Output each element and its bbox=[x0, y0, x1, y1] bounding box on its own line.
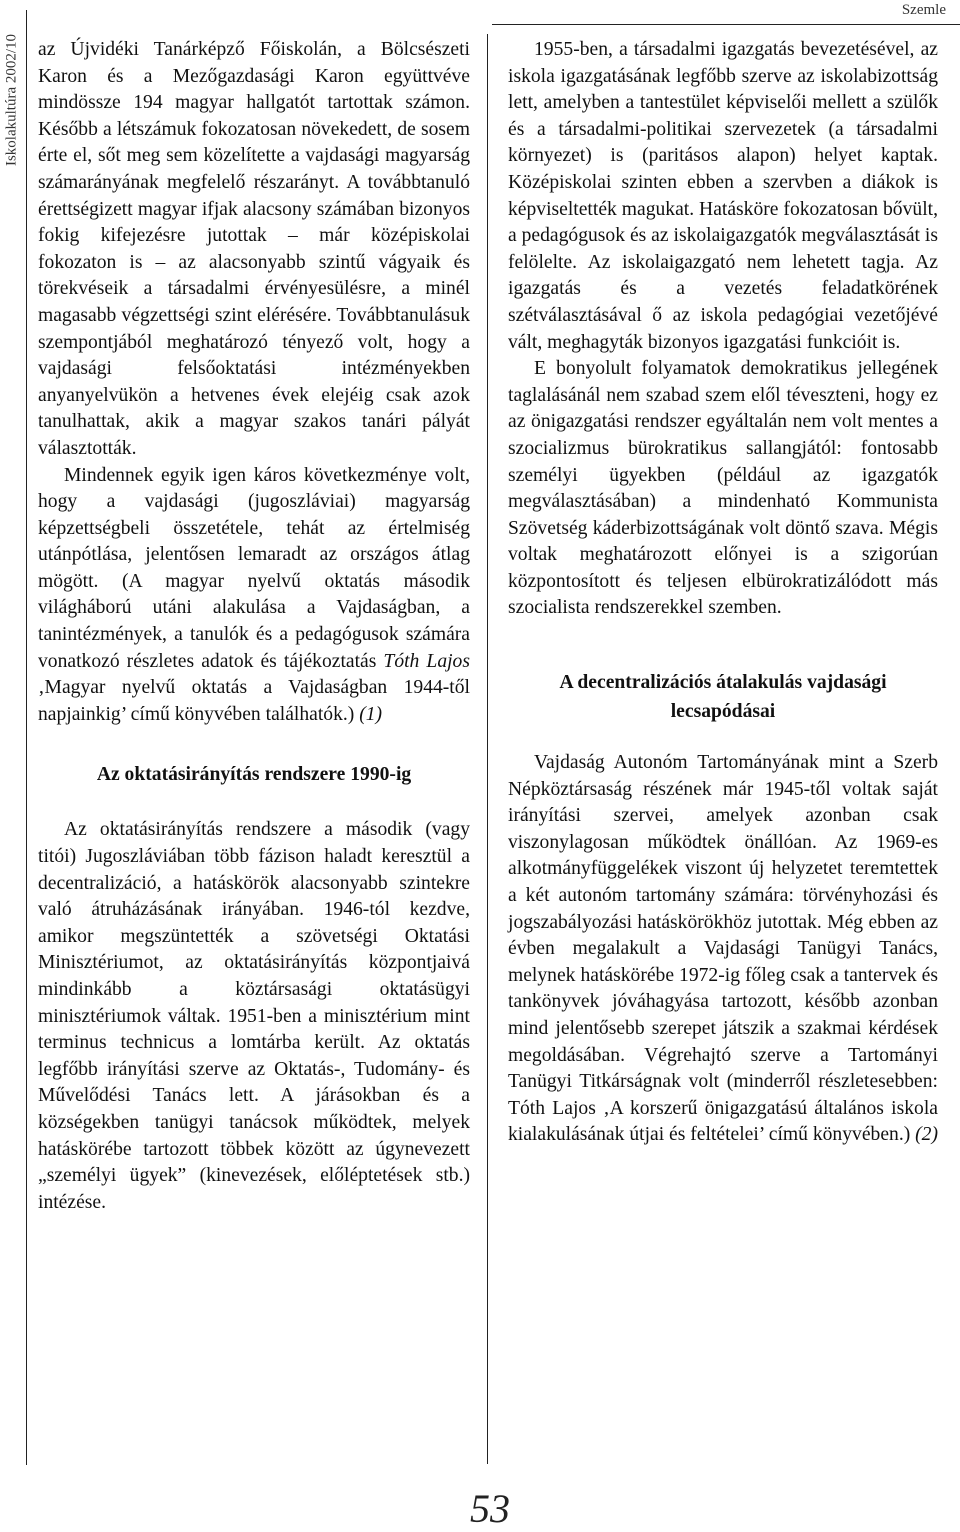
author-name: Tóth Lajos bbox=[383, 650, 470, 672]
left-margin-rule bbox=[26, 10, 27, 1465]
footnote-ref-1: (1) bbox=[359, 703, 383, 725]
left-column bbox=[38, 37, 470, 1216]
right-column bbox=[508, 37, 938, 1149]
left-paragraph-1: az Újvidéki Tanárképző Főiskolán, a Bölcsészeti Karon és a Mezőgazdasági Karon együttvéve mindössze 194 magyar hallgatót tartottak számon. Később a létszámuk fokozatosan növekedett, de sosem érte el, sőt meg sem közelítette a vajdasági magyarság számarányának megfelelő részarányt. A továbbtanuló érettségizett magyar ifjak alacsony számában bizonyos fokig kifejezésre jutottak – már középiskolai fokozaton is – az alacsonyabb szintű vágyaik és törekvéseik a társadalmi érvényesülésre, a minél magasabb végzettségi szint elérésére. Továbbtanulásuk szempontjából meghatározó tényező volt, hogy a vajdasági felsőoktatási intézményekben anyanyelvükön a hetvenes évek elejéig csak azok tanulhattak, akik a magyar szakos tanári pályát választották. bbox=[38, 39, 470, 459]
footnote-ref-2: (2) bbox=[915, 1124, 938, 1146]
journal-side-label-text: Iskolakultúra 2002/10 bbox=[3, 33, 20, 167]
section-label: Szemle bbox=[901, 2, 946, 18]
left-paragraph-2 bbox=[38, 463, 470, 729]
journal-side-label bbox=[0, 0, 24, 200]
right-paragraph-3 bbox=[508, 750, 938, 1149]
column-divider bbox=[487, 34, 488, 1464]
left-paragraph-2-text-b: ‚Magyar nyelvű oktatás a Vajdaságban 1944-től napjainkig’ című könyvében találhatók.) bbox=[38, 677, 470, 725]
right-paragraph-2: E bonyolult folyamatok demokratikus jellegének taglalásánál nem szabad szem elől téveszteni, hogy ez az önigazgatási rendszer egyáltalán nem volt mentes a szocializmus bürokratikus sallangjától: fontosabb személyi ügyekben (például az igazgatók megválasztásában) a mindenható Kommunista Szövetség káderbizottságának volt döntő szava. Mégis voltak meghatározott előnyei is a szigorúan központosított és teljesen elbürokratizálódott más szocialista rendszerekkel szemben. bbox=[508, 358, 938, 619]
right-paragraph-1: 1955-ben, a társadalmi igazgatás bevezetésével, az iskola igazgatásának legfőbb szerve az iskolabizottság lett, amelyben a tantestület képviselői mellett a szülők és a társadalmi-politikai szervezetek (a társadalmi környezet) is (paritásos alapon) helyet kaptak. Középiskolai szinten ebben a szervben a diákok is képviseltették magukat. Hatásköre fokozatosan bővült, a pedagógusok és az iskolaigazgatók megválasztását is felölelte. Az iskolaigazgató nem lehetett tagja. Az igazgatás és a vezetés feladatkörének szétválasztásával ő az iskola pedagógiai vezetőjévé vált, meghagyták bizonyos igazgatási funkcióit is. bbox=[508, 39, 938, 353]
left-paragraph-2-text-a: Mindennek egyik igen káros következménye volt, hogy a vajdasági (jugoszláviai) magyarság képzettségbeli összetétele, tehát az értelmiség utánpótlása, jelentősen lemaradt az országos átlag mögött. (A magyar nyelvű oktatás második világháború utáni alakulása a Vajdaságban, a tanintézmények, a tanulók és a pedagógusok számára vonatkozó részletes adatok és tájékoztatás bbox=[38, 464, 470, 672]
right-paragraph-3-text: Vajdaság Autonóm Tartományának mint a Szerb Népköztársaság részének már 1945-től voltak saját irányítási szervei, amelyek azonban csak viszonylagosan működtek önállóan. Az 1969-es alkotmányfüggelékek viszont új helyzetet teremtettek a két autonóm tartomány számára: törvényhozási és jogszabályozási hatáskörökhöz jutottak. Még ebben az évben megalakult a Vajdasági Tanügyi Tanács, melynek hatáskörébe 1972-ig főleg csak a tantervek és tankönyvek jóváhagyása tartozott, később azonban mind jelentősebb szerepet játszik a szakmai kérdések megoldásában. Végrehajtó szerve a Tartományi Tanügyi Titkárságnak volt (minderről részletesebben: Tóth Lajos ‚A korszerű önigazgatású általános iskola kialakulásának útjai és feltételei’ című könyvében.) bbox=[508, 752, 938, 1146]
section-heading-right: A decentralizációs átalakulás vajdasági lecsapódásai bbox=[559, 672, 887, 723]
header-rule bbox=[492, 24, 960, 25]
section-heading-left: Az oktatásirányítás rendszere 1990-ig bbox=[96, 764, 412, 786]
left-paragraph-3: Az oktatásirányítás rendszere a második (vagy titói) Jugoszláviában több fázison haladt keresztül a decentralizáció, a hatáskörök alacsonyabb szintekre való átruházásának irányában. 1946-tól kezdve, amikor megszüntették a szövetségi Oktatási Minisztériumot, az oktatásirányítás központjaivá mindinkább a köztársasági oktatásügyi minisztériumok váltak. 1951-ben a minisztérium mint terminus technicus a lomtárba került. Az oktatás legfőbb irányítási szerve az Oktatás-, Tudomány- és Művelődési Tanács lett. A járásokban és a községekben tanügyi tanácsok működtek, melyek hatáskörébe tartozott többek között az úgynevezett „személyi ügyek” (kinevezések, előléptetések stb.) intézése. bbox=[38, 819, 470, 1213]
page-number: 53 bbox=[470, 1486, 510, 1531]
